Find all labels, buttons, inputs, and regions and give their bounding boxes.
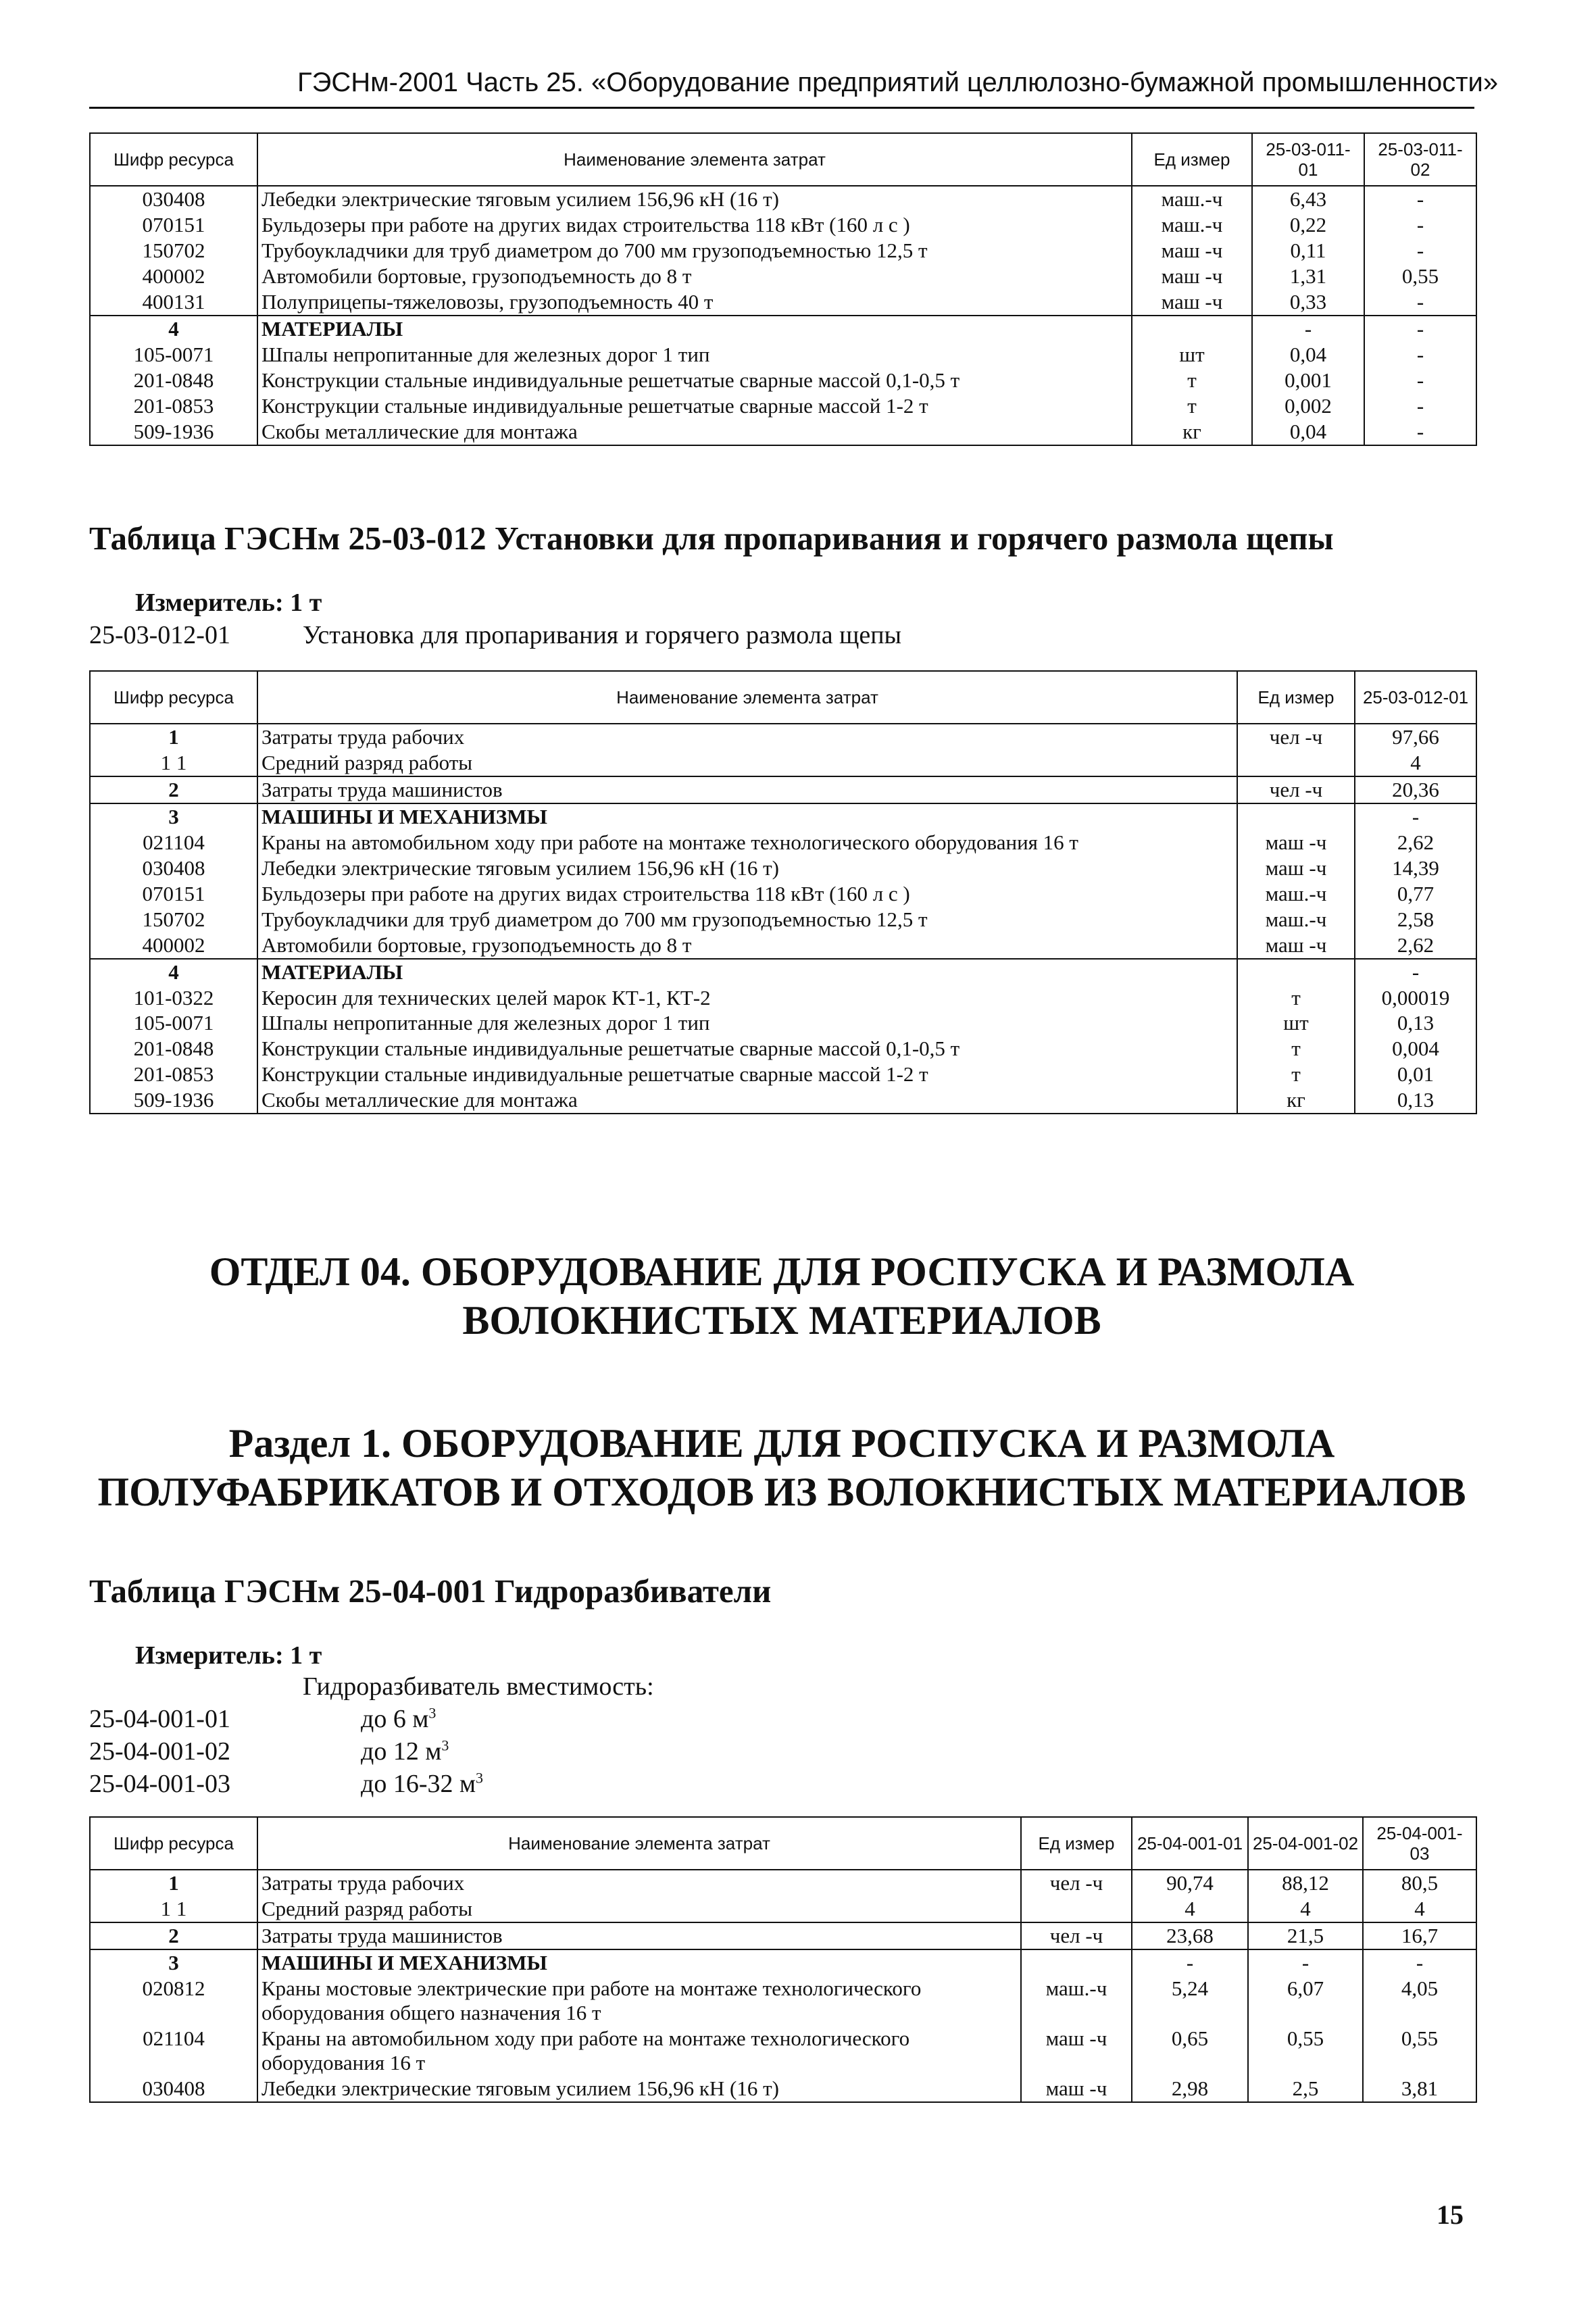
- resource-name: Лебедки электрические тяговым усилием 156,96 кН (16 т): [257, 186, 1132, 212]
- group-heading: МАТЕРИАЛЫ: [257, 959, 1237, 985]
- norm-value: -: [1363, 1949, 1476, 1976]
- unit: маш.-ч: [1132, 212, 1252, 238]
- resource-code: 201-0848: [90, 368, 257, 393]
- norm-value: 14,39: [1355, 855, 1476, 881]
- group-code: 3: [90, 803, 257, 830]
- resource-code: 201-0848: [90, 1036, 257, 1062]
- resource-code: 150702: [90, 907, 257, 932]
- resource-name: Затраты труда рабочих: [257, 724, 1237, 750]
- resource-name: Шпалы непропитанные для железных дорог 1 тип: [257, 342, 1132, 368]
- table-row: [90, 776, 1476, 803]
- table-row: [90, 2026, 1476, 2076]
- meter-label: Измеритель:: [135, 1641, 284, 1670]
- norm-value: -: [1364, 289, 1476, 316]
- norm-value: 2,58: [1355, 907, 1476, 932]
- resource-name: Средний разряд работы: [257, 750, 1237, 776]
- unit: кг: [1237, 1087, 1355, 1114]
- col-header-name: Наименование элемента затрат: [257, 133, 1132, 186]
- unit: маш -ч: [1021, 2076, 1132, 2102]
- section-heading: [89, 1419, 1474, 1516]
- resource-name: Средний разряд работы: [257, 1896, 1021, 1922]
- col-header-code: Шифр ресурса: [90, 1817, 257, 1870]
- resource-table-25-04-001: [89, 1816, 1477, 2103]
- col-header-code: Шифр ресурса: [90, 133, 257, 186]
- resource-name: Бульдозеры при работе на других видах строительства 118 кВт (160 л с ): [257, 881, 1237, 907]
- resource-name: Конструкции стальные индивидуальные решетчатые сварные массой 0,1-0,5 т: [257, 368, 1132, 393]
- resource-code: 1 1: [90, 1896, 257, 1922]
- norm-value: 3,81: [1363, 2076, 1476, 2102]
- norm-code: 25-03-012-01: [89, 621, 230, 649]
- col-header-norm: 25-03-012-01: [1355, 671, 1476, 724]
- resource-name: Конструкции стальные индивидуальные решетчатые сварные массой 1-2 т: [257, 393, 1132, 419]
- norm-value: 4: [1355, 750, 1476, 776]
- norm-value: -: [1364, 393, 1476, 419]
- unit: [1021, 1949, 1132, 1976]
- unit: т: [1132, 393, 1252, 419]
- resource-code: 101-0322: [90, 985, 257, 1011]
- norm-code: 25-04-001-01: [89, 1705, 230, 1733]
- table-row: [90, 1922, 1476, 1949]
- resource-code: 400131: [90, 289, 257, 316]
- norm-value: 0,55: [1364, 264, 1476, 289]
- norm-value: 0,22: [1252, 212, 1364, 238]
- resource-name: Трубоукладчики для труб диаметром до 700 мм грузоподъемностью 12,5 т: [257, 907, 1237, 932]
- col-header-norm: 25-04-001-02: [1248, 1817, 1363, 1870]
- table-row: [90, 368, 1476, 393]
- resource-code: 030408: [90, 855, 257, 881]
- norm-value: 88,12: [1248, 1870, 1363, 1896]
- table-row: [90, 932, 1476, 959]
- resource-name: Затраты труда машинистов: [257, 1922, 1021, 1949]
- norm-value: 23,68: [1132, 1922, 1248, 1949]
- unit: маш.-ч: [1132, 186, 1252, 212]
- resource-name: Автомобили бортовые, грузоподъемность до 8 т: [257, 932, 1237, 959]
- table-row: [90, 1896, 1476, 1922]
- unit: чел -ч: [1237, 724, 1355, 750]
- norm-value: -: [1355, 803, 1476, 830]
- norm-value: 6,07: [1248, 1976, 1363, 2026]
- superscript: 3: [428, 1704, 437, 1722]
- norm-value: 20,36: [1355, 776, 1476, 803]
- page-number: 15: [1437, 2199, 1464, 2230]
- norm-value: 2,98: [1132, 2076, 1248, 2102]
- resource-name: Краны мостовые электрические при работе на монтаже технологического оборудования общего назначения 16 т: [257, 1976, 1021, 2026]
- header-rule: [89, 107, 1474, 109]
- table-row: [90, 830, 1476, 855]
- table-row: [90, 1010, 1476, 1036]
- section-heading-line: Раздел 1. ОБОРУДОВАНИЕ ДЛЯ РОСПУСКА И РАЗМОЛА: [228, 1421, 1335, 1466]
- norm-value: 80,5: [1363, 1870, 1476, 1896]
- table-row: [90, 186, 1476, 212]
- norm-value: 4: [1132, 1896, 1248, 1922]
- table-row: [90, 1036, 1476, 1062]
- resource-code: 021104: [90, 2026, 257, 2076]
- norm-value: 97,66: [1355, 724, 1476, 750]
- table-row: [90, 1870, 1476, 1896]
- norm-value: -: [1364, 212, 1476, 238]
- unit: маш -ч: [1237, 932, 1355, 959]
- table-row: [90, 724, 1476, 750]
- resource-code: 070151: [90, 212, 257, 238]
- unit: маш -ч: [1237, 830, 1355, 855]
- unit: [1237, 803, 1355, 830]
- resource-code: 509-1936: [90, 419, 257, 445]
- resource-name: Керосин для технических целей марок КТ-1, КТ-2: [257, 985, 1237, 1011]
- unit: шт: [1237, 1010, 1355, 1036]
- table-row: [90, 289, 1476, 316]
- col-header-unit: Ед измер: [1021, 1817, 1132, 1870]
- resource-code: 400002: [90, 264, 257, 289]
- norm-value: 90,74: [1132, 1870, 1248, 1896]
- table-row: [90, 212, 1476, 238]
- unit: маш -ч: [1021, 2026, 1132, 2076]
- table-row: [90, 393, 1476, 419]
- norm-code: 25-04-001-03: [89, 1770, 230, 1798]
- table-row: [90, 238, 1476, 264]
- norm-value: 0,11: [1252, 238, 1364, 264]
- col-header-norm: 25-03-011-02: [1364, 133, 1476, 186]
- table-row: [90, 855, 1476, 881]
- capacity-value: до 6 м: [361, 1705, 429, 1733]
- table-row: [90, 985, 1476, 1011]
- unit: [1132, 316, 1252, 342]
- group-heading: МАШИНЫ И МЕХАНИЗМЫ: [257, 803, 1237, 830]
- resource-code: 105-0071: [90, 342, 257, 368]
- resource-code: 030408: [90, 186, 257, 212]
- meter-value: 1 т: [290, 1641, 322, 1670]
- resource-name: Конструкции стальные индивидуальные решетчатые сварные массой 1-2 т: [257, 1062, 1237, 1087]
- unit: маш.-ч: [1237, 907, 1355, 932]
- norm-value: 0,33: [1252, 289, 1364, 316]
- table-row: [90, 881, 1476, 907]
- unit: чел -ч: [1021, 1870, 1132, 1896]
- unit: чел -ч: [1237, 776, 1355, 803]
- department-heading: [89, 1247, 1474, 1345]
- resource-code: 150702: [90, 238, 257, 264]
- norm-value: 0,04: [1252, 419, 1364, 445]
- norm-value: 0,55: [1248, 2026, 1363, 2076]
- resource-code: 400002: [90, 932, 257, 959]
- meter-line: [135, 588, 322, 618]
- norm-value: 0,65: [1132, 2026, 1248, 2076]
- group-heading: МАТЕРИАЛЫ: [257, 316, 1132, 342]
- table-row: [90, 1087, 1476, 1114]
- norm-value: -: [1364, 238, 1476, 264]
- norm-value: 0,001: [1252, 368, 1364, 393]
- resource-code: 2: [90, 1922, 257, 1949]
- table-row: [90, 750, 1476, 776]
- unit: маш.-ч: [1237, 881, 1355, 907]
- norm-value: 1,31: [1252, 264, 1364, 289]
- resource-name: Лебедки электрические тяговым усилием 156,96 кН (16 т): [257, 2076, 1021, 2102]
- norm-description: [361, 1737, 449, 1766]
- running-head: ГЭСНм-2001 Часть 25. «Оборудование предприятий целлюлозно-бумажной промышленности»: [297, 68, 1499, 97]
- table-title: Таблица ГЭСНм 25-03-012 Установки для пропаривания и горячего размола щепы: [89, 520, 1334, 557]
- resource-code: 021104: [90, 830, 257, 855]
- unit: т: [1132, 368, 1252, 393]
- norm-value: 4: [1363, 1896, 1476, 1922]
- resource-name: Шпалы непропитанные для железных дорог 1 тип: [257, 1010, 1237, 1036]
- norm-value: 4,05: [1363, 1976, 1476, 2026]
- norm-value: 0,13: [1355, 1087, 1476, 1114]
- norm-code-line: [89, 620, 230, 650]
- resource-name: Затраты труда машинистов: [257, 776, 1237, 803]
- table-row: [90, 959, 1476, 985]
- unit: чел -ч: [1021, 1922, 1132, 1949]
- norm-value: 2,5: [1248, 2076, 1363, 2102]
- meter-label: Измеритель:: [135, 589, 284, 617]
- resource-code: 201-0853: [90, 393, 257, 419]
- norm-value: -: [1132, 1949, 1248, 1976]
- resource-name: Трубоукладчики для труб диаметром до 700 мм грузоподъемностью 12,5 т: [257, 238, 1132, 264]
- table-row: [90, 264, 1476, 289]
- capacity-label: Гидроразбиватель вместимость:: [303, 1672, 654, 1701]
- group-code: 4: [90, 316, 257, 342]
- table-row: [90, 1062, 1476, 1087]
- resource-code: 1: [90, 724, 257, 750]
- table-title: Таблица ГЭСНм 25-04-001 Гидроразбиватели: [89, 1572, 772, 1610]
- unit: [1237, 959, 1355, 985]
- norm-value: 0,04: [1252, 342, 1364, 368]
- group-heading: МАШИНЫ И МЕХАНИЗМЫ: [257, 1949, 1021, 1976]
- department-heading-line: ОТДЕЛ 04. ОБОРУДОВАНИЕ ДЛЯ РОСПУСКА И РАЗМОЛА: [209, 1249, 1355, 1294]
- resource-code: 105-0071: [90, 1010, 257, 1036]
- col-header-unit: Ед измер: [1132, 133, 1252, 186]
- capacity-value: до 16-32 м: [361, 1770, 476, 1798]
- unit: маш.-ч: [1021, 1976, 1132, 2026]
- col-header-name: Наименование элемента затрат: [257, 1817, 1021, 1870]
- norm-value: 2,62: [1355, 932, 1476, 959]
- resource-name: Конструкции стальные индивидуальные решетчатые сварные массой 0,1-0,5 т: [257, 1036, 1237, 1062]
- table-row: [90, 316, 1476, 342]
- resource-table-25-03-011: [89, 132, 1477, 446]
- table-row: [90, 1976, 1476, 2026]
- group-code: 4: [90, 959, 257, 985]
- resource-name: Полуприцепы-тяжеловозы, грузоподъемность 40 т: [257, 289, 1132, 316]
- norm-value: 4: [1248, 1896, 1363, 1922]
- section-heading-line: ПОЛУФАБРИКАТОВ И ОТХОДОВ ИЗ ВОЛОКНИСТЫХ МАТЕРИАЛОВ: [97, 1470, 1466, 1514]
- col-header-code: Шифр ресурса: [90, 671, 257, 724]
- resource-name: Автомобили бортовые, грузоподъемность до 8 т: [257, 264, 1132, 289]
- meter-line: [135, 1641, 322, 1670]
- department-heading-line: ВОЛОКНИСТЫХ МАТЕРИАЛОВ: [462, 1298, 1101, 1343]
- resource-name: Лебедки электрические тяговым усилием 156,96 кН (16 т): [257, 855, 1237, 881]
- resource-code: 201-0853: [90, 1062, 257, 1087]
- norm-description: [361, 1704, 436, 1734]
- norm-value: -: [1364, 368, 1476, 393]
- norm-value: 5,24: [1132, 1976, 1248, 2026]
- superscript: 3: [476, 1769, 484, 1787]
- table-row: [90, 419, 1476, 445]
- resource-name: Скобы металлические для монтажа: [257, 1087, 1237, 1114]
- norm-value: -: [1364, 186, 1476, 212]
- resource-code: 070151: [90, 881, 257, 907]
- col-header-unit: Ед измер: [1237, 671, 1355, 724]
- col-header-name: Наименование элемента затрат: [257, 671, 1237, 724]
- resource-name: Бульдозеры при работе на других видах строительства 118 кВт (160 л с ): [257, 212, 1132, 238]
- norm-value: 0,002: [1252, 393, 1364, 419]
- norm-value: 2,62: [1355, 830, 1476, 855]
- norm-value: -: [1252, 316, 1364, 342]
- norm-value: 0,004: [1355, 1036, 1476, 1062]
- resource-code: 020812: [90, 1976, 257, 2026]
- unit: шт: [1132, 342, 1252, 368]
- table-row: [90, 2076, 1476, 2102]
- norm-value: -: [1364, 419, 1476, 445]
- col-header-norm: 25-03-011-01: [1252, 133, 1364, 186]
- resource-code: 2: [90, 776, 257, 803]
- norm-value: 0,77: [1355, 881, 1476, 907]
- unit: [1237, 750, 1355, 776]
- resource-name: Краны на автомобильном ходу при работе на монтаже технологического оборудования 16 т: [257, 830, 1237, 855]
- col-header-norm: 25-04-001-03: [1363, 1817, 1476, 1870]
- unit: маш -ч: [1132, 238, 1252, 264]
- norm-value: 0,55: [1363, 2026, 1476, 2076]
- table-row: [90, 342, 1476, 368]
- resource-code: 509-1936: [90, 1087, 257, 1114]
- resource-name: Затраты труда рабочих: [257, 1870, 1021, 1896]
- resource-code: 1 1: [90, 750, 257, 776]
- norm-value: -: [1355, 959, 1476, 985]
- resource-name: Краны на автомобильном ходу при работе на монтаже технологического оборудования 16 т: [257, 2026, 1021, 2076]
- norm-value: 21,5: [1248, 1922, 1363, 1949]
- meter-value: 1 т: [290, 589, 322, 617]
- unit: кг: [1132, 419, 1252, 445]
- norm-description: [361, 1769, 483, 1799]
- resource-table-25-03-012: [89, 670, 1477, 1114]
- capacity-value: до 12 м: [361, 1737, 442, 1766]
- unit: маш -ч: [1132, 264, 1252, 289]
- table-row: [90, 803, 1476, 830]
- norm-value: -: [1364, 342, 1476, 368]
- norm-description: Установка для пропаривания и горячего размола щепы: [303, 621, 902, 649]
- norm-value: -: [1364, 316, 1476, 342]
- norm-value: 0,00019: [1355, 985, 1476, 1011]
- group-code: 3: [90, 1949, 257, 1976]
- unit: маш -ч: [1132, 289, 1252, 316]
- resource-code: 030408: [90, 2076, 257, 2102]
- norm-code: 25-04-001-02: [89, 1737, 230, 1766]
- norm-value: 0,01: [1355, 1062, 1476, 1087]
- unit: маш -ч: [1237, 855, 1355, 881]
- superscript: 3: [441, 1737, 449, 1754]
- unit: т: [1237, 985, 1355, 1011]
- unit: т: [1237, 1036, 1355, 1062]
- norm-value: 0,13: [1355, 1010, 1476, 1036]
- resource-name: Скобы металлические для монтажа: [257, 419, 1132, 445]
- table-row: [90, 907, 1476, 932]
- norm-value: 6,43: [1252, 186, 1364, 212]
- unit: [1021, 1896, 1132, 1922]
- table-row: [90, 1949, 1476, 1976]
- norm-value: 16,7: [1363, 1922, 1476, 1949]
- unit: т: [1237, 1062, 1355, 1087]
- col-header-norm: 25-04-001-01: [1132, 1817, 1248, 1870]
- resource-code: 1: [90, 1870, 257, 1896]
- norm-value: -: [1248, 1949, 1363, 1976]
